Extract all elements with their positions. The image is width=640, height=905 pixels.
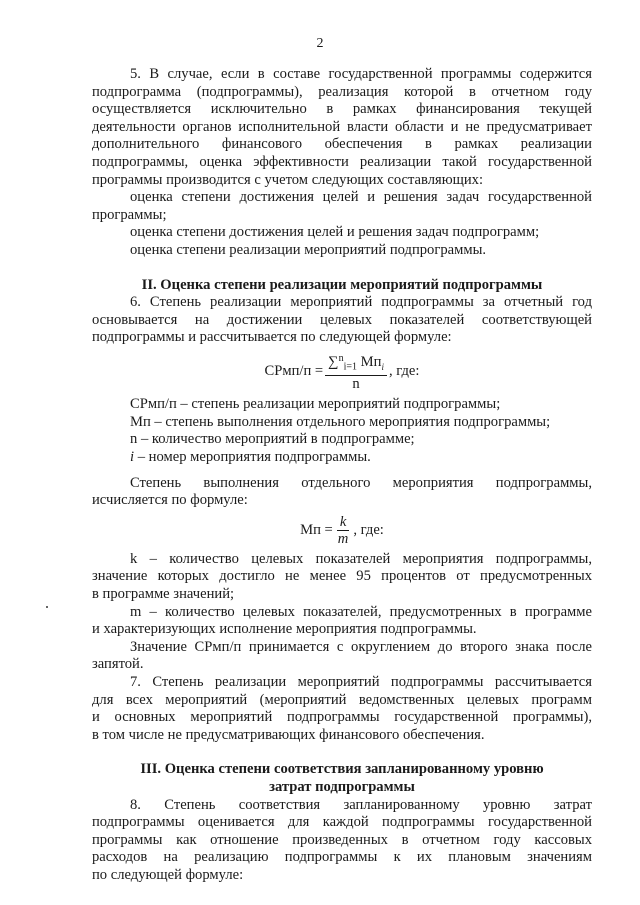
list-item: программы; [92,206,167,223]
text-line: подпрограммы и рассчитывается по следующей формуле: [92,329,452,346]
section-heading-3 [92,761,592,796]
def-i-var: i [130,449,135,466]
text-line: в том числе не предусматривающих финансового обеспечения. [92,726,485,743]
text-line: подпрограммы оценивается для каждой подпрограммы государственной [92,814,592,831]
definition-line: Мп – степень выполнения отдельного мероприятия подпрограммы; [130,413,551,430]
text-line: 5. В случае, если в составе государственной программы содержится [130,66,592,82]
document-body [92,66,592,885]
text-line: осуществляется исключительно в рамках финансирования текущей [92,101,592,118]
list-item: оценка степени достижения целей и решения задач государственной [130,189,592,206]
heading-line: III. Оценка степени соответствия запланированному уровню [140,761,544,778]
paragraph-value [92,639,592,674]
formula-mp [92,514,592,547]
def-i-text: – номер мероприятия подпрограммы. [134,449,371,466]
definition-line: n – количество мероприятий в подпрограмме; [130,431,415,448]
list-item: оценка степени достижения целей и решения задач подпрограмм; [130,224,540,241]
list-components [92,189,592,259]
text-line: программы как отношение произведенных в отчетном году кассовых [92,831,592,848]
sum-index: i [381,361,384,372]
text-line: значение которых достигло не менее 95 процентов от предусмотренных [92,568,592,585]
heading-line: затрат подпрограммы [269,778,415,795]
paragraph-5 [92,66,592,189]
section-heading-2: II. Оценка степени реализации мероприятий подпрограммы [141,276,543,293]
formula-tail: , где: [353,521,384,538]
formula-denominator: m [337,530,349,547]
text-line: и основных мероприятий подпрограммы государственной программы), [92,709,592,726]
text-line: 8. Степень соответствия запланированному уровню затрат [130,796,592,813]
formula-lhs: Мп = [300,521,333,538]
text-line: основывается на достижении целевых показателей соответствующей [92,311,592,328]
text-line: 7. Степень реализации мероприятий подпрограммы рассчитывается [130,674,592,691]
sum-term: Мп [360,353,382,370]
paragraph-stepen [92,475,592,510]
text-line: исчисляется по формуле: [92,492,248,509]
formula-tail: , где: [388,362,420,379]
list-item: оценка степени реализации мероприятий подпрограммы. [130,241,487,258]
text-line: деятельности органов исполнительной власти области и не предусматривает [92,118,592,135]
text-line: в программе значений; [92,586,235,603]
formula-numerator: k [337,514,349,531]
text-line: по следующей формуле: [92,866,244,883]
text-line: подпрограммы, оценка эффективности реализации такой государственной [92,153,592,170]
text-line: дополнительного финансового обеспечения в рамках реализации [92,136,592,153]
text-line: расходов на реализацию подпрограммы к их плановым значениям [92,849,592,866]
definition-line: СРмп/п – степень реализации мероприятий подпрограммы; [130,396,501,413]
formula-numerator [325,351,387,376]
formula-fraction [335,514,352,547]
formula-srmp [92,351,592,392]
text-line: для всех мероприятий (мероприятий ведомственных целевых программ [92,691,592,708]
text-line: и характеризующих исполнение мероприятия подпрограммы. [92,621,477,638]
paragraph-6 [92,294,592,347]
definition-k [92,551,592,604]
text-line: k – количество целевых показателей мероприятия подпрограммы, [130,550,592,567]
text-line: m – количество целевых показателей, предусмотренных в программе [130,603,592,620]
sum-upper: n [338,352,344,364]
formula-denominator: n [352,376,360,393]
page-number: 2 [316,36,324,51]
paragraph-8 [92,797,592,885]
definition-m [92,604,592,639]
text-line: Степень выполнения отдельного мероприятия подпрограммы, [130,474,592,491]
formula-fraction [325,351,387,392]
paragraph-7 [92,674,592,744]
scan-speck [46,606,48,608]
text-line: программы производится с учетом следующих составляющих: [92,171,483,188]
text-line: запятой. [92,656,144,673]
sum-symbol: ∑ [328,353,339,370]
definitions-1 [92,396,592,466]
text-line: 6. Степень реализации мероприятий подпрограммы за отчетный год [130,294,592,311]
text-line: подпрограмма (подпрограммы), реализация которой в отчетном году [92,83,592,100]
sum-lower: i=1 [343,361,357,373]
formula-lhs: СРмп/п = [264,362,324,379]
definition-line [92,449,592,467]
text-line: Значение СРмп/п принимается с округлением до второго знака после [130,638,592,655]
